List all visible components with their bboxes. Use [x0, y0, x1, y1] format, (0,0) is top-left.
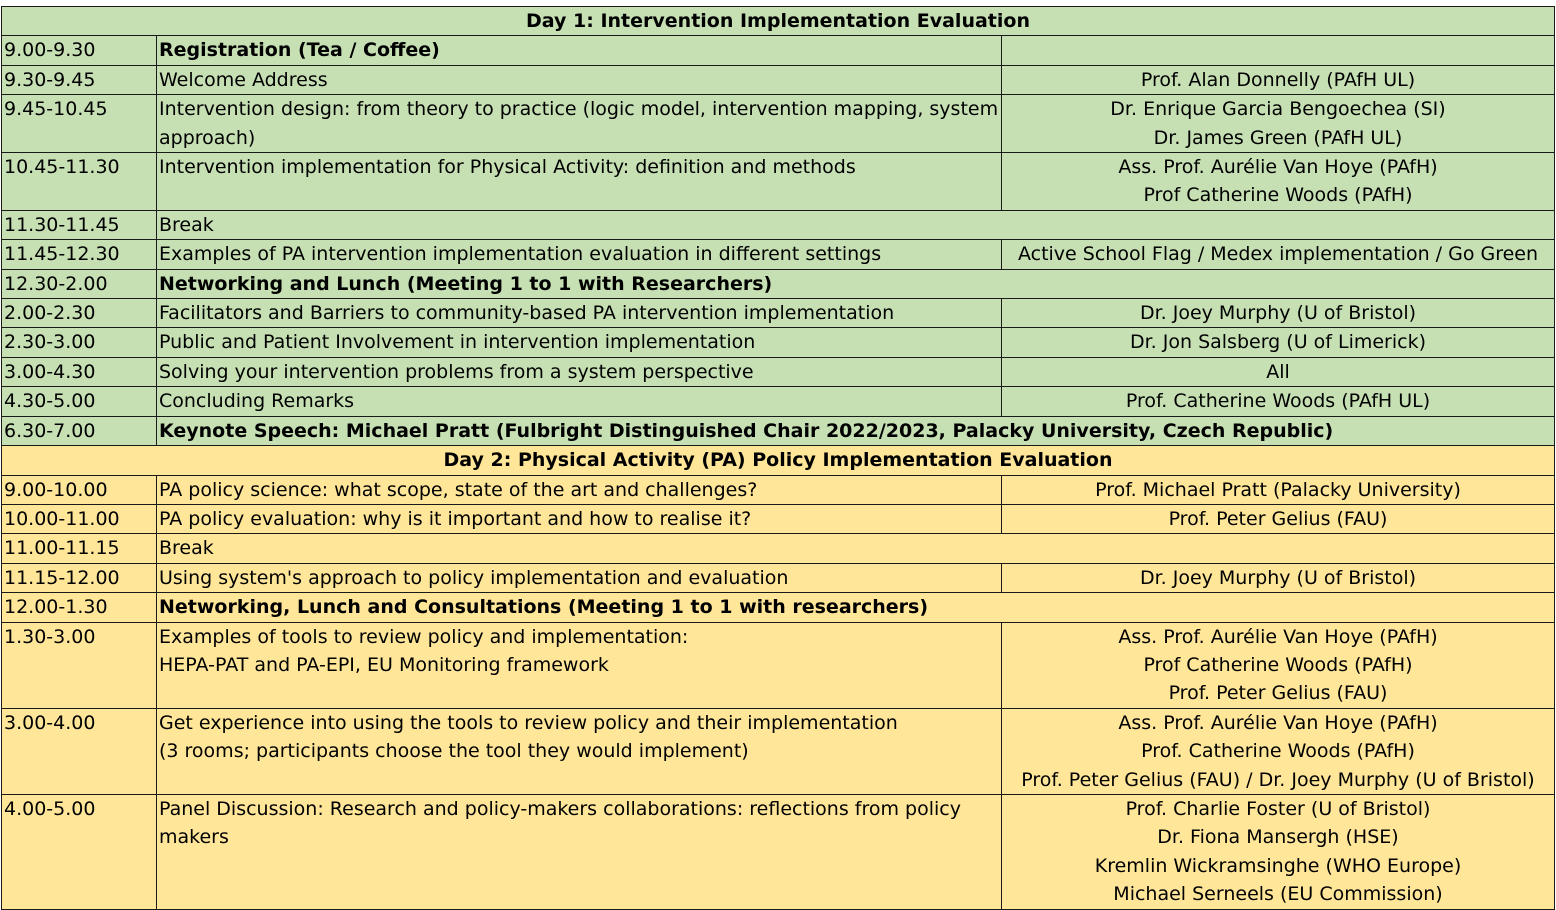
- session-cell: Solving your intervention problems from a system perspective: [157, 357, 1002, 386]
- time-cell: 12.00-1.30: [2, 593, 157, 622]
- table-row: [2, 563, 1555, 592]
- table-row: [2, 269, 1555, 298]
- time-cell: 9.45-10.45: [2, 95, 157, 153]
- session-cell: Break: [157, 210, 1555, 239]
- speaker-cell: [1002, 622, 1555, 708]
- speaker-name: Prof. Peter Gelius (FAU): [1168, 682, 1388, 705]
- table-row: [2, 622, 1555, 708]
- speaker-cell: [1002, 153, 1555, 211]
- session-line: HEPA-PAT and PA-EPI, EU Monitoring framework: [159, 653, 609, 676]
- day1-header-row: [2, 7, 1555, 36]
- speaker-name: Prof Catherine Woods (PAfH): [1143, 653, 1413, 676]
- table-row: [2, 328, 1555, 357]
- table-row: [2, 387, 1555, 416]
- speaker-cell: [1002, 95, 1555, 153]
- session-cell: [157, 708, 1002, 794]
- speaker-name: Prof. Peter Gelius (FAU) / Dr. Joey Murphy (U of Bristol): [1021, 768, 1535, 791]
- session-cell: Facilitators and Barriers to community-based PA intervention implementation: [157, 299, 1002, 328]
- time-cell: 10.45-11.30: [2, 153, 157, 211]
- speaker-cell: Dr. Jon Salsberg (U of Limerick): [1002, 328, 1555, 357]
- session-cell: Networking, Lunch and Consultations (Meeting 1 to 1 with researchers): [157, 593, 1555, 622]
- table-row: [2, 416, 1555, 445]
- session-cell: Intervention implementation for Physical Activity: definition and methods: [157, 153, 1002, 211]
- session-cell: Welcome Address: [157, 65, 1002, 94]
- session-cell: Keynote Speech: Michael Pratt (Fulbright Distinguished Chair 2022/2023, Palacky University, Czech Republic): [157, 416, 1555, 445]
- table-row: [2, 153, 1555, 211]
- speaker-cell: [1002, 794, 1555, 909]
- time-cell: 12.30-2.00: [2, 269, 157, 298]
- table-row: [2, 534, 1555, 563]
- speaker-name: Dr. James Green (PAfH UL): [1153, 126, 1403, 149]
- time-cell: 4.00-5.00: [2, 794, 157, 909]
- session-cell: Panel Discussion: Research and policy-makers collaborations: reflections from policy makers: [157, 794, 1002, 909]
- table-row: [2, 299, 1555, 328]
- speaker-name: Prof. Catherine Woods (PAfH): [1141, 740, 1415, 763]
- table-row: [2, 475, 1555, 504]
- table-row: [2, 36, 1555, 65]
- time-cell: 9.00-9.30: [2, 36, 157, 65]
- session-line: Get experience into using the tools to review policy and their implementation: [159, 711, 898, 734]
- session-cell: Public and Patient Involvement in intervention implementation: [157, 328, 1002, 357]
- table-row: [2, 240, 1555, 269]
- speaker-name: Kremlin Wickramsinghe (WHO Europe): [1094, 854, 1462, 877]
- speaker-name: Ass. Prof. Aurélie Van Hoye (PAfH): [1118, 625, 1438, 648]
- session-cell: Examples of PA intervention implementation evaluation in different settings: [157, 240, 1002, 269]
- day2-header-row: [2, 446, 1555, 475]
- time-cell: 3.00-4.30: [2, 357, 157, 386]
- day1-title: Day 1: Intervention Implementation Evaluation: [2, 7, 1555, 36]
- session-line: Examples of tools to review policy and implementation:: [159, 625, 689, 648]
- table-row: [2, 95, 1555, 153]
- time-cell: 6.30-7.00: [2, 416, 157, 445]
- time-cell: 4.30-5.00: [2, 387, 157, 416]
- speaker-name: Michael Serneels (EU Commission): [1113, 883, 1443, 906]
- session-cell: Registration (Tea / Coffee): [157, 36, 1002, 65]
- session-cell: Using system's approach to policy implementation and evaluation: [157, 563, 1002, 592]
- session-cell: PA policy science: what scope, state of the art and challenges?: [157, 475, 1002, 504]
- speaker-cell: [1002, 36, 1555, 65]
- table-row: [2, 504, 1555, 533]
- time-cell: 10.00-11.00: [2, 504, 157, 533]
- speaker-name: Dr. Enrique Garcia Bengoechea (SI): [1110, 98, 1446, 121]
- speaker-name: Prof Catherine Woods (PAfH): [1143, 184, 1413, 207]
- speaker-cell: Active School Flag / Medex implementation / Go Green: [1002, 240, 1555, 269]
- table-row: [2, 357, 1555, 386]
- time-cell: 2.30-3.00: [2, 328, 157, 357]
- session-cell: [157, 622, 1002, 708]
- speaker-cell: [1002, 708, 1555, 794]
- time-cell: 2.00-2.30: [2, 299, 157, 328]
- time-cell: 1.30-3.00: [2, 622, 157, 708]
- table-row: [2, 708, 1555, 794]
- table-row: [2, 794, 1555, 909]
- speaker-cell: Dr. Joey Murphy (U of Bristol): [1002, 299, 1555, 328]
- speaker-name: Ass. Prof. Aurélie Van Hoye (PAfH): [1118, 711, 1438, 734]
- speaker-cell: Prof. Michael Pratt (Palacky University): [1002, 475, 1555, 504]
- schedule-table: [1, 6, 1555, 910]
- time-cell: 11.00-11.15: [2, 534, 157, 563]
- time-cell: 11.45-12.30: [2, 240, 157, 269]
- speaker-cell: Dr. Joey Murphy (U of Bristol): [1002, 563, 1555, 592]
- speaker-cell: All: [1002, 357, 1555, 386]
- session-cell: Break: [157, 534, 1555, 563]
- table-row: [2, 210, 1555, 239]
- session-cell: Networking and Lunch (Meeting 1 to 1 with Researchers): [157, 269, 1555, 298]
- session-cell: Intervention design: from theory to practice (logic model, intervention mapping, system approach): [157, 95, 1002, 153]
- time-cell: 11.30-11.45: [2, 210, 157, 239]
- day2-title: Day 2: Physical Activity (PA) Policy Implementation Evaluation: [2, 446, 1555, 475]
- session-line: (3 rooms; participants choose the tool they would implement): [159, 740, 749, 763]
- time-cell: 9.00-10.00: [2, 475, 157, 504]
- time-cell: 3.00-4.00: [2, 708, 157, 794]
- speaker-cell: Prof. Alan Donnelly (PAfH UL): [1002, 65, 1555, 94]
- speaker-name: Ass. Prof. Aurélie Van Hoye (PAfH): [1118, 156, 1438, 179]
- time-cell: 9.30-9.45: [2, 65, 157, 94]
- table-row: [2, 65, 1555, 94]
- speaker-name: Prof. Charlie Foster (U of Bristol): [1125, 797, 1431, 820]
- time-cell: 11.15-12.00: [2, 563, 157, 592]
- speaker-name: Dr. Fiona Mansergh (HSE): [1157, 826, 1399, 849]
- speaker-cell: Prof. Peter Gelius (FAU): [1002, 504, 1555, 533]
- table-row: [2, 593, 1555, 622]
- speaker-cell: Prof. Catherine Woods (PAfH UL): [1002, 387, 1555, 416]
- session-cell: Concluding Remarks: [157, 387, 1002, 416]
- session-cell: PA policy evaluation: why is it important and how to realise it?: [157, 504, 1002, 533]
